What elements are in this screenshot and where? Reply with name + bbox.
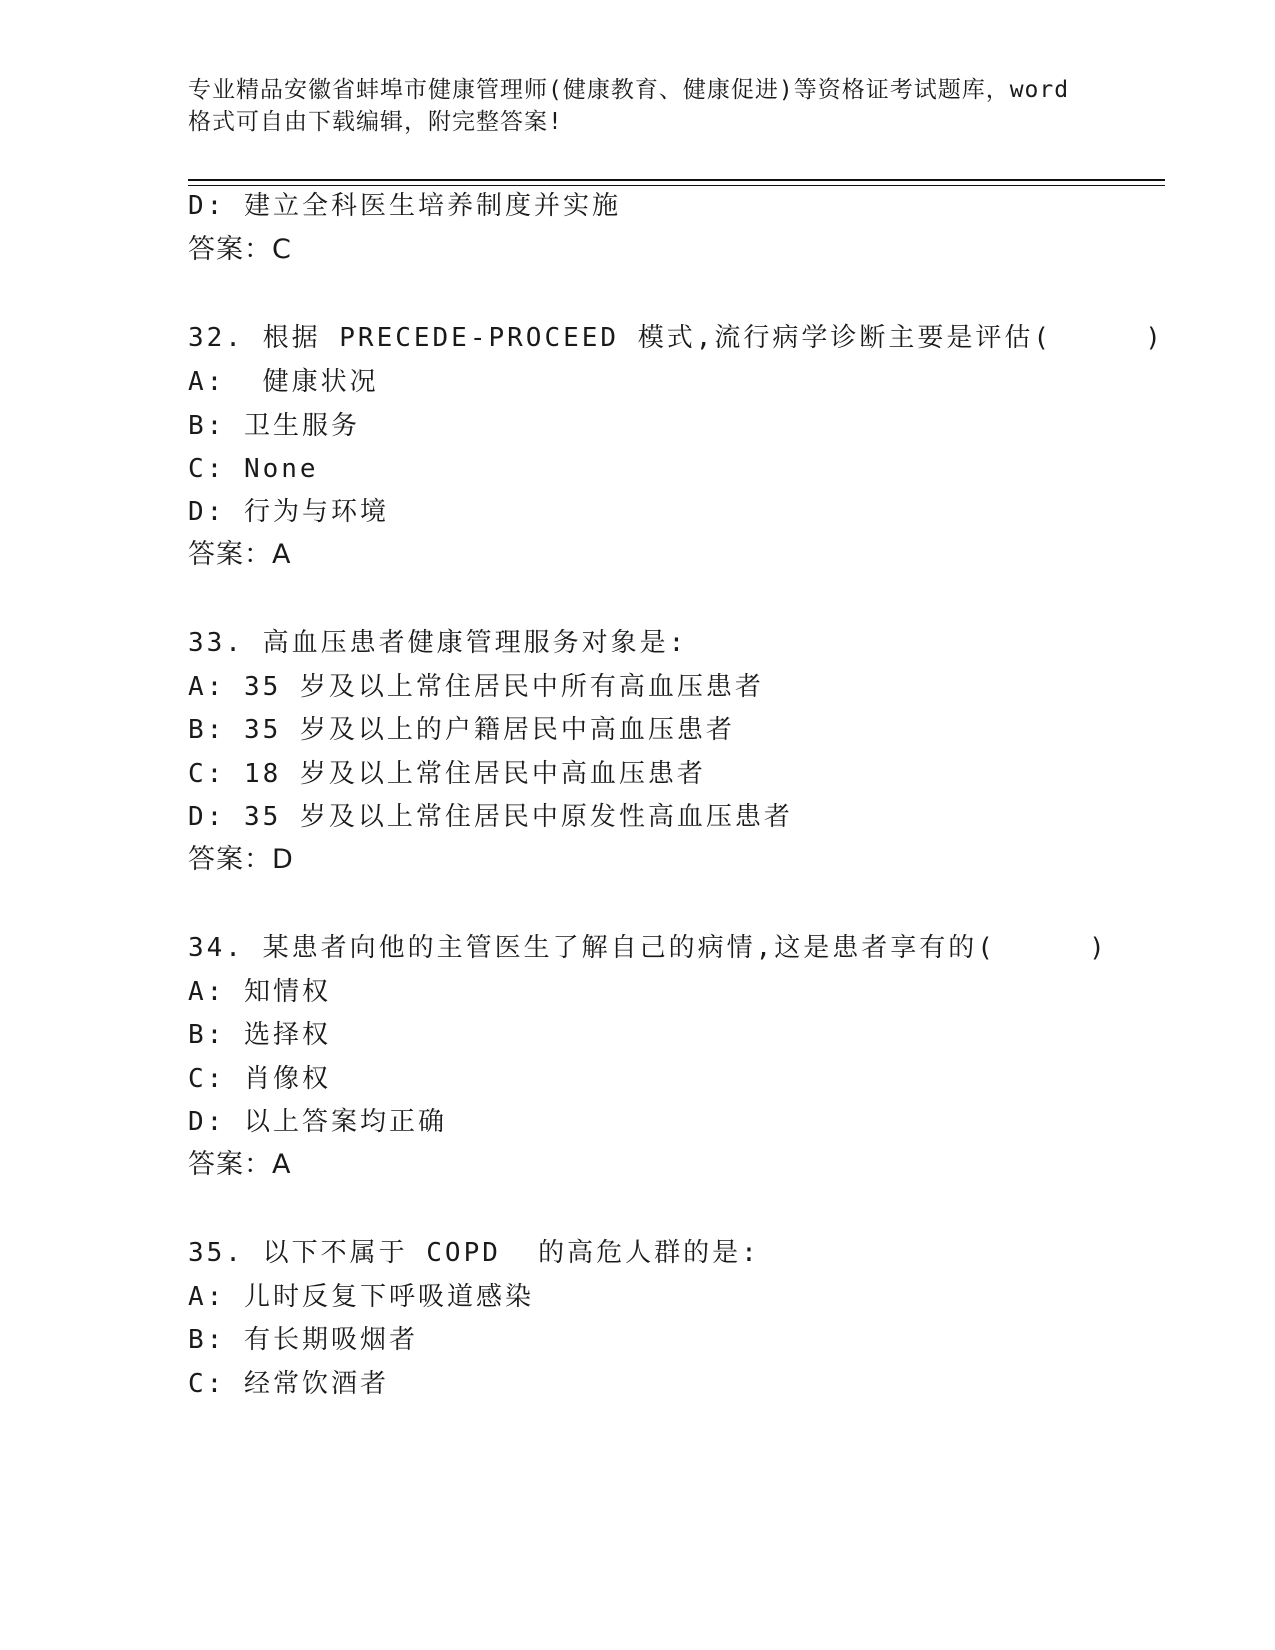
option-a: A: 35 岁及以上常住居民中所有高血压患者 — [188, 672, 764, 702]
option-a: A: 健康状况 — [188, 367, 379, 397]
question-stem: 33. 高血压患者健康管理服务对象是: — [188, 628, 688, 658]
option-b: B: 35 岁及以上的户籍居民中高血压患者 — [188, 715, 735, 745]
question-stem: 35. 以下不属于 COPD 的高危人群的是: — [188, 1238, 760, 1268]
header-divider — [188, 179, 1165, 181]
answer: 答案：A — [188, 1149, 292, 1180]
answer: 答案：A — [188, 539, 292, 570]
option-b: B: 有长期吸烟者 — [188, 1325, 418, 1355]
option-d: D: 35 岁及以上常住居民中原发性高血压患者 — [188, 802, 793, 832]
option-a: A: 儿时反复下呼吸道感染 — [188, 1282, 534, 1312]
option-c: C: 肖像权 — [188, 1064, 331, 1094]
document-header — [188, 74, 1088, 138]
header-divider-thin — [188, 185, 1165, 186]
answer: 答案：D — [188, 844, 294, 875]
prev-answer: 答案：C — [188, 234, 292, 265]
header-line-2: 格式可自由下载编辑，附完整答案! — [188, 109, 563, 135]
option-b: B: 选择权 — [188, 1020, 331, 1050]
option-d: D: 行为与环境 — [188, 497, 389, 527]
option-a: A: 知情权 — [188, 977, 331, 1007]
option-c: C: 经常饮酒者 — [188, 1369, 389, 1399]
option-c: C: None — [188, 454, 319, 484]
option-d: D: 以上答案均正确 — [188, 1107, 447, 1137]
question-stem: 34. 某患者向他的主管医生了解自己的病情,这是患者享有的( ) — [188, 933, 1108, 963]
prev-option-d: D: 建立全科医生培养制度并实施 — [188, 191, 621, 221]
option-b: B: 卫生服务 — [188, 411, 360, 441]
question-stem: 32. 根据 PRECEDE-PROCEED 模式,流行病学诊断主要是评估( ) — [188, 323, 1164, 353]
option-c: C: 18 岁及以上常住居民中高血压患者 — [188, 759, 706, 789]
header-line-1: 专业精品安徽省蚌埠市健康管理师(健康教育、健康促进)等资格证考试题库，word — [188, 77, 1070, 103]
